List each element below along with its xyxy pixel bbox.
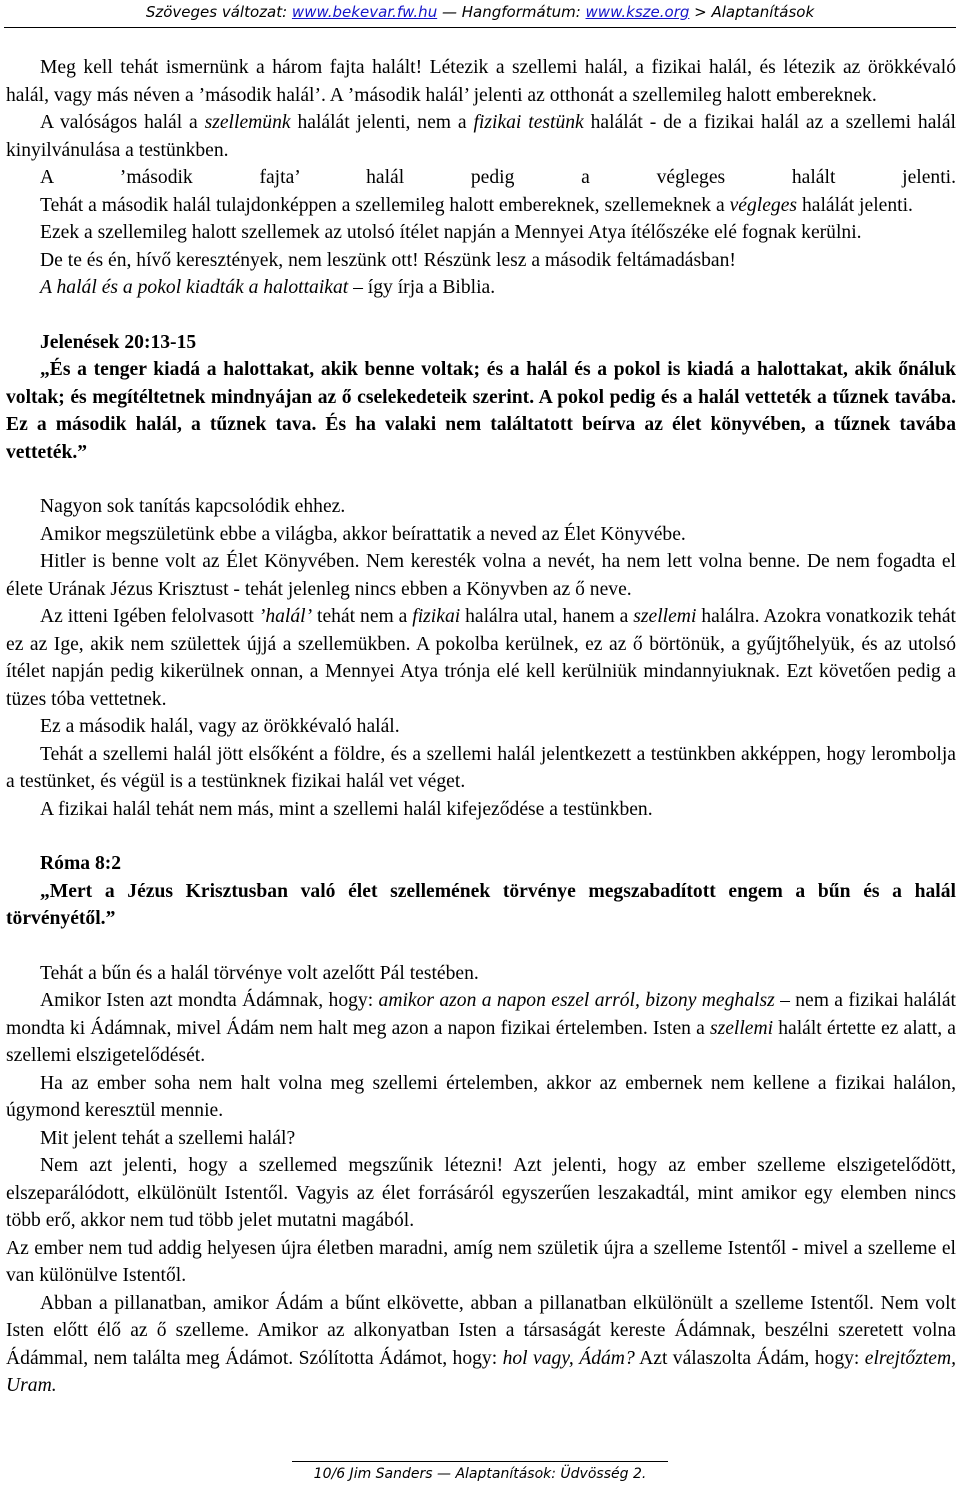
paragraph: Az itteni Igében felolvasott ’halál’ tehát nem a fizikai halálra utal, hanem a szellemi halálra. Azokra vonatkozik tehát ez az Ige, akik nem születtek újjá a szellemükben. A pokolba kerülnek, ez az ő börtönük, a gyűjtőhelyük, és az utolsó ítélet napján pedig kikerülnek onnan, a Mennyei Atya trónja elé kell kerülniük mindannyiuknak. Ezt követően pedig a tüzes tóba vettetnek. — [6, 606, 956, 710]
paragraph: A valóságos halál a szellemünk halálát jelenti, nem a fizikai testünk halálát - de a fizikai halál az a szellemi halál kinyilvánulása a testünkben. — [6, 112, 957, 161]
header-divider — [4, 27, 956, 28]
paragraph: Amikor megszületünk ebbe a világba, akkor beírattatik a neved az Élet Könyvébe. — [40, 523, 686, 545]
document-body — [6, 54, 956, 1400]
paragraph: Tehát a bűn és a halál törvénye volt azelőtt Pál testében. — [40, 962, 479, 984]
page-footer: 10/6 Jim Sanders — Alaptanítások: Üdvösség 2. — [313, 1466, 647, 1482]
header-dash: — — [441, 3, 457, 21]
paragraph: Ha az ember soha nem halt volna meg szellemi értelemben, akkor az embernek nem kellene a fizikai halálon, úgymond keresztül mennie. — [6, 1072, 956, 1121]
scripture-reference: Róma 8:2 — [40, 853, 122, 874]
paragraph: Az ember nem tud addig helyesen újra életben maradni, amíg nem születik újra a szelleme Istentől - mivel a szelleme el van különülve Istentől. — [6, 1237, 956, 1286]
paragraph: Amikor Isten azt mondta Ádámnak, hogy: amikor azon a napon eszel arról, bizony meghalsz – nem a fizikai halálát mondta ki Ádámnak, mivel Ádám nem halt meg azon a napon fizikai értelemben. Isten a szellemi halált értette ez alatt, a szellemi elszigetelődését. — [6, 990, 956, 1066]
paragraph: A halál és a pokol kiadták a halottaikat – így írja a Biblia. — [40, 277, 496, 298]
paragraph: Nagyon sok tanítás kapcsolódik ehhez. — [40, 496, 346, 517]
page-header — [0, 0, 960, 28]
paragraph: A fizikai halál tehát nem más, mint a szellemi halál kifejeződése a testünkben. — [40, 798, 653, 820]
paragraph: Tehát a második halál tulajdonképpen a szellemileg halott embereknek, szellemeknek a végleges halálát jelenti. — [40, 194, 913, 216]
paragraph: Meg kell tehát ismernünk a három fajta halált! Létezik a szellemi halál, a fizikai halál, és létezik az örökkévaló halál, vagy más néven a ’második halál’. A ’második halál’ jelenti az otthonát a szellemileg halott embereknek. — [6, 57, 956, 106]
scripture-quote: „Mert a Jézus Krisztusban való élet szellemének törvénye megszabadított engem a bűn és a halál törvényétől.” — [6, 880, 956, 929]
paragraph: Ez a második halál, vagy az örökkévaló halál. — [40, 716, 400, 737]
paragraph: Hitler is benne volt az Élet Könyvében. Nem keresték volna a nevét, ha nem lett volna benne. De nem fogadta el élete Urának Jézus Krisztust - tehát jelenleg nincs ebben a Könyvben az ő neve. — [6, 551, 956, 600]
paragraph: A ’második fajta’ halál pedig a végleges halált jelenti. — [40, 167, 956, 188]
header-breadcrumb: > Alaptanítások — [694, 3, 815, 21]
scripture-quote: „És a tenger kiadá a halottakat, akik benne voltak; és a halál és a pokol is kiadá a halottakat, akik őnáluk voltak; és megítéltetnek mindnyájan az ő cselekedeteik szerint. A pokol pedig és a halál vetteték a tűznek tavába. Ez a második halál, a tűznek tava. És ha valaki nem találtatott beírva az élet könyvében, a tűznek tavába vetteték.” — [6, 359, 956, 463]
header-audio-label: Hangformátum: — [461, 3, 581, 21]
paragraph: Ezek a szellemileg halott szellemek az utolsó ítélet napján a Mennyei Atya ítélőszéke elé fognak kerülni. — [40, 222, 862, 243]
header-link-bekevar[interactable]: www.bekevar.fw.hu — [291, 3, 438, 21]
paragraph: Abban a pillanatban, amikor Ádám a bűnt elkövette, abban a pillanatban elkülönült a szelleme Istentől. Nem volt Isten előtt élő az ő szelleme. Amikor az alkonyatban Isten a társaságát kereste Ádámnak, beszélni szeretett volna Ádámmal, nem találta meg Ádámot. Szólította Ádámot, hogy: hol vagy, Ádám? Azt válaszolta Ádám, hogy: elrejtőztem, Uram. — [6, 1292, 957, 1396]
scripture-reference: Jelenések 20:13-15 — [40, 331, 197, 353]
paragraph: De te és én, hívő keresztények, nem leszünk ott! Részünk lesz a második feltámadásban! — [40, 249, 736, 271]
footer-divider — [292, 1461, 668, 1462]
header-text-version-label: Szöveges változat: — [145, 3, 288, 21]
paragraph: Mit jelent tehát a szellemi halál? — [40, 1127, 296, 1149]
paragraph: Nem azt jelenti, hogy a szellemed megszűnik létezni! Azt jelenti, hogy az ember szelleme elszigetelődött, elszeparálódott, elkülönült Istentől. Vagyis az élet forrásáról egyszerűen leszakadtál, mint amikor egy elemben nincs több erő, akkor nem tud több jelet mutatni magából. — [6, 1155, 956, 1231]
paragraph: Tehát a szellemi halál jött elsőként a földre, és a szellemi halál jelentkezett a testünkben akképpen, hogy lerombolja a testünket, és végül is a testünknek fizikai halál vet véget. — [6, 743, 956, 792]
header-link-ksze[interactable]: www.ksze.org — [585, 3, 690, 21]
